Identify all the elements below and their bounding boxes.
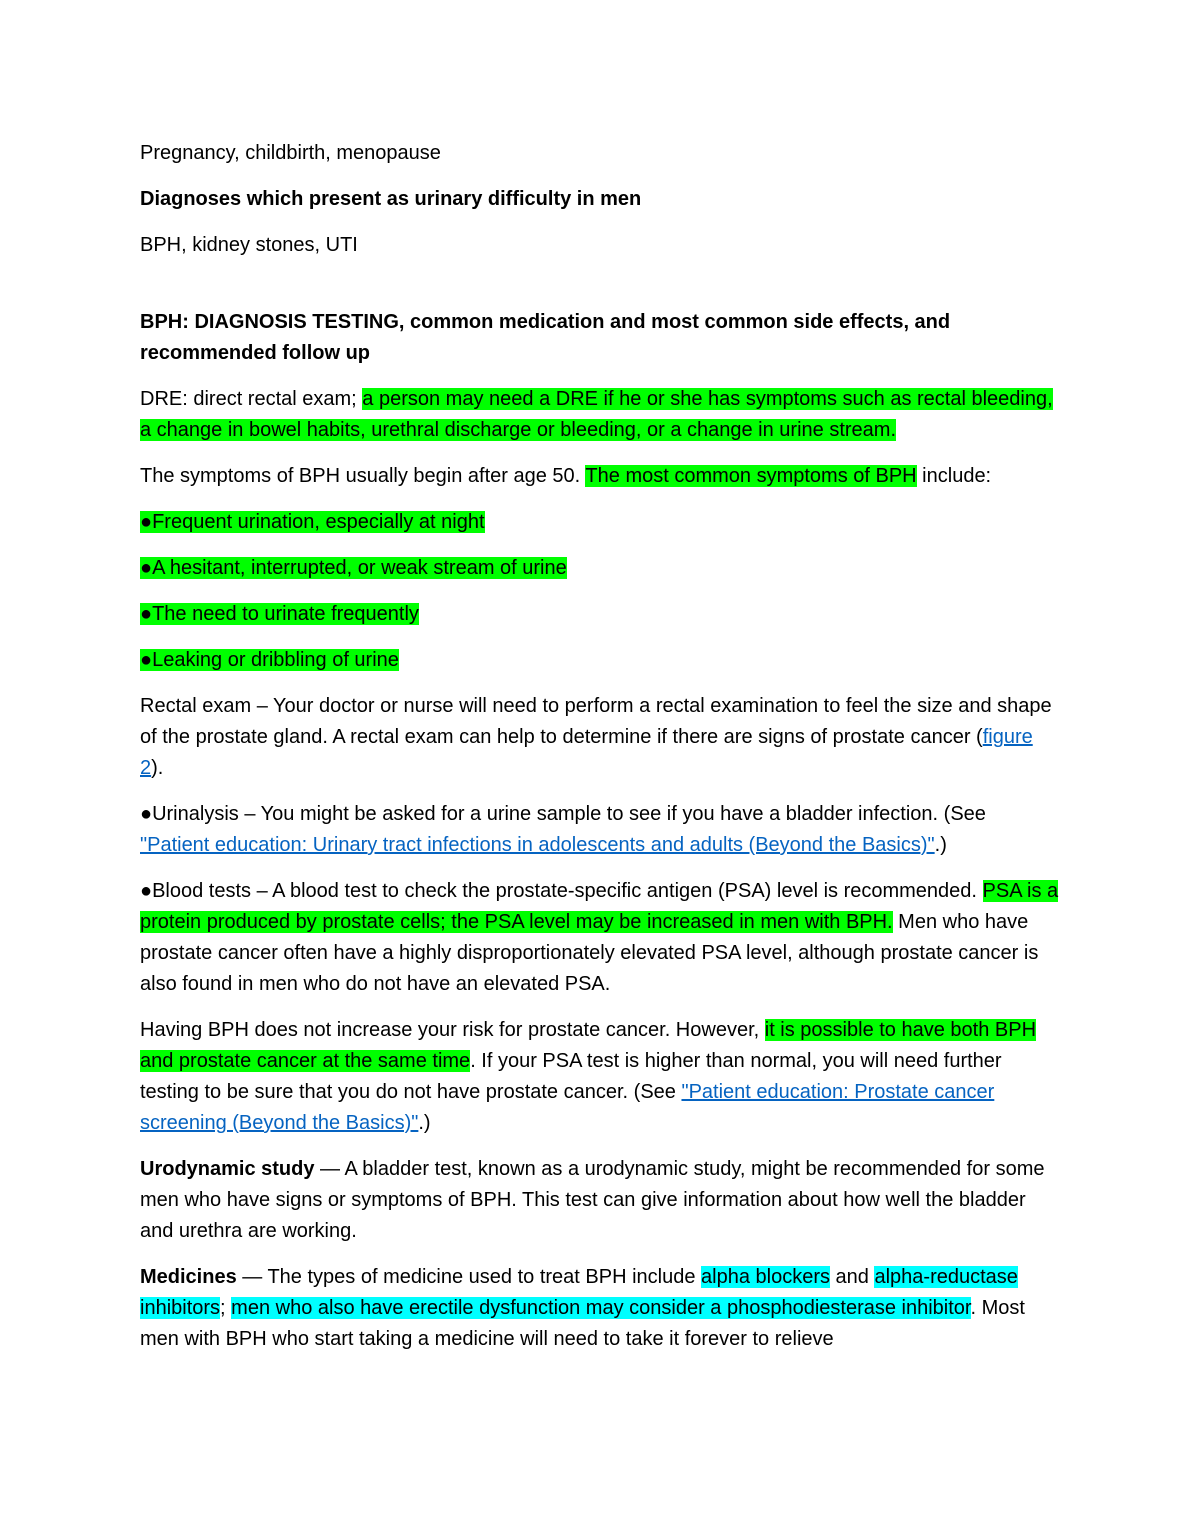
list-item xyxy=(140,599,1060,630)
risk-end: .) xyxy=(418,1112,431,1134)
paragraph-urinalysis xyxy=(140,799,1060,861)
medicines-text-1: — The types of medicine used to treat BPH include xyxy=(236,1266,702,1288)
paragraph-diagnoses-list: BPH, kidney stones, UTI xyxy=(140,234,358,256)
risk-highlight: it is possible to have both BPH and prostate cancer at the same time xyxy=(140,1019,1037,1072)
urodynamic-heading: Urodynamic study xyxy=(140,1158,315,1180)
paragraph-rectal-exam xyxy=(140,691,1060,784)
prostate-screening-link[interactable]: "Patient education: Prostate cancer screening (Beyond the Basics)" xyxy=(140,1081,995,1134)
bullet-need-to-urinate: ●The need to urinate frequently xyxy=(140,603,419,625)
list-item xyxy=(140,645,1060,676)
dre-text: DRE: direct rectal exam; xyxy=(140,388,363,410)
heading-urinary-difficulty: Diagnoses which present as urinary difficulty in men xyxy=(140,188,642,210)
paragraph-medicines xyxy=(140,1262,1060,1355)
risk-text: Having BPH does not increase your risk for prostate cancer. However, xyxy=(140,1019,765,1041)
bullet-frequent-urination: ●Frequent urination, especially at night xyxy=(140,511,485,533)
urinalysis-end: .) xyxy=(934,834,947,856)
paragraph-urodynamic-study xyxy=(140,1154,1060,1247)
list-item xyxy=(140,553,1060,584)
heading-bph-diagnosis-testing: BPH: DIAGNOSIS TESTING, common medication and most common side effects, and recommended follow up xyxy=(140,311,951,364)
risk-middle: . If your PSA test is higher than normal, you will need further testing to be sure that you do not have prostate cancer. (See xyxy=(140,1050,1002,1103)
symptoms-suffix: include: xyxy=(916,465,992,487)
bullet-leaking: ●Leaking or dribbling of urine xyxy=(140,649,399,671)
medicines-text-4: . Most men with BPH who start taking a medicine will need to take it forever to relieve xyxy=(140,1297,1025,1350)
symptoms-highlight: The most common symptoms of BPH xyxy=(585,465,917,487)
list-item xyxy=(140,507,1060,538)
rectal-text: Rectal exam – Your doctor or nurse will need to perform a rectal examination to feel the size and shape of the prostate gland. A rectal exam can help to determine if there are signs of prostate cancer ( xyxy=(140,695,1052,748)
paragraph-cancer-risk xyxy=(140,1015,1060,1139)
uti-patient-education-link[interactable]: "Patient education: Urinary tract infections in adolescents and adults (Beyond the Basics)" xyxy=(140,834,935,856)
dre-highlight: a person may need a DRE if he or she has symptoms such as rectal bleeding, a change in bowel habits, urethral discharge or bleeding, or a change in urine stream. xyxy=(140,388,1053,441)
paragraph-blood-tests xyxy=(140,876,1060,1000)
urodynamic-text: — A bladder test, known as a urodynamic study, might be recommended for some men who have signs or symptoms of BPH. This test can give information about how well the bladder and urethra are working. xyxy=(140,1158,1045,1242)
document-page xyxy=(140,138,1060,1370)
paragraph-symptoms-intro xyxy=(140,461,1060,492)
rectal-end: ). xyxy=(151,757,164,779)
urinalysis-text: ●Urinalysis – You might be asked for a urine sample to see if you have a bladder infection. (See xyxy=(140,803,986,825)
symptoms-text: The symptoms of BPH usually begin after age 50. xyxy=(140,465,586,487)
figure-2-link[interactable]: figure 2 xyxy=(140,726,1033,779)
bullet-weak-stream: ●A hesitant, interrupted, or weak stream of urine xyxy=(140,557,567,579)
medicines-heading: Medicines xyxy=(140,1266,237,1288)
paragraph-dre xyxy=(140,384,1060,446)
blood-text: ●Blood tests – A blood test to check the prostate-specific antigen (PSA) level is recommended. xyxy=(140,880,983,902)
medicines-text-2: and xyxy=(830,1266,875,1288)
reductase-inhibitors-highlight: alpha-reductase inhibitors xyxy=(140,1266,1018,1319)
pde-inhibitor-highlight: men who also have erectile dysfunction may consider a phosphodiesterase inhibitor xyxy=(231,1297,971,1319)
blood-highlight: PSA is a protein produced by prostate cells; the PSA level may be increased in men with BPH. xyxy=(140,880,1059,933)
paragraph-pregnancy: Pregnancy, childbirth, menopause xyxy=(140,142,441,164)
alpha-blockers-highlight: alpha blockers xyxy=(701,1266,830,1288)
blood-suffix: Men who have prostate cancer often have a highly disproportionately elevated PSA level, although prostate cancer is also found in men who do not have an elevated PSA. xyxy=(140,911,1039,995)
medicines-text-3: ; xyxy=(220,1297,232,1319)
